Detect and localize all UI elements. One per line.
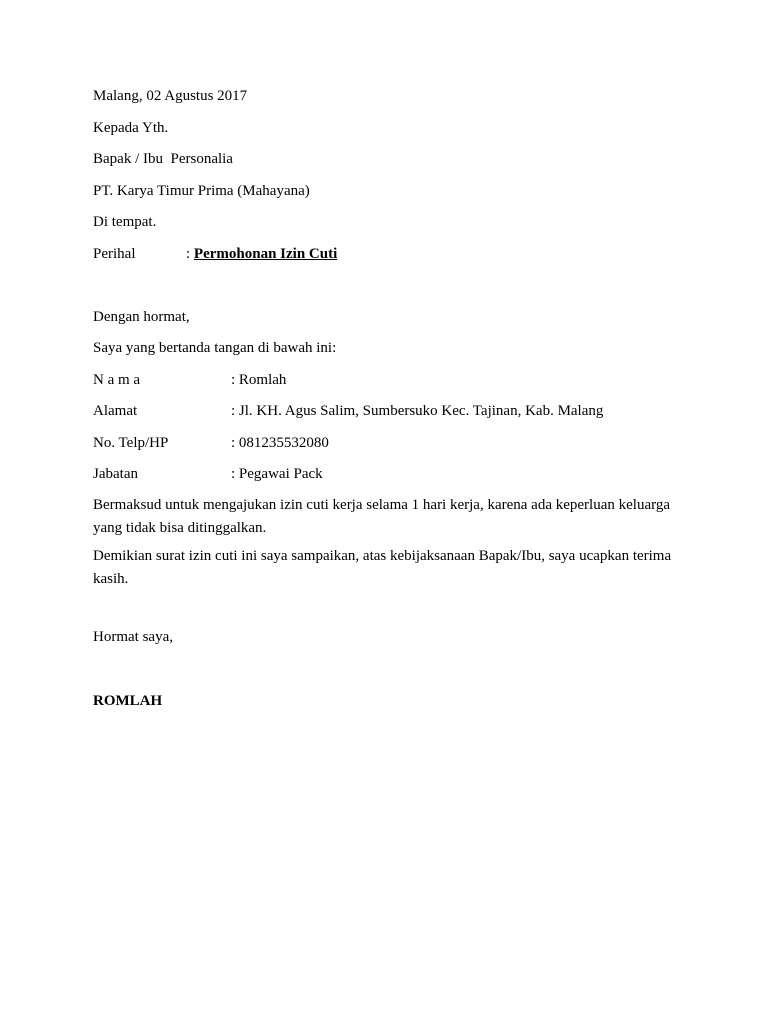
closing: Hormat saya, (93, 629, 173, 645)
recipient-company: PT. Karya Timur Prima (Mahayana) (93, 183, 310, 199)
signature-name: ROMLAH (93, 693, 163, 709)
intro-line: Saya yang bertanda tangan di bawah ini: (93, 340, 337, 356)
recipient-person: Bapak / Ibu Personalia (93, 151, 233, 167)
detail-value-name: : Romlah (231, 372, 287, 388)
subject-line (186, 245, 337, 263)
body-paragraph-1: Bermaksud untuk mengajukan izin cuti kerja selama 1 hari kerja, karena ada keperluan keluarga yang tidak bisa ditinggalkan. (93, 497, 670, 536)
place-date: Malang, 02 Agustus 2017 (93, 88, 248, 104)
subject-colon: : (186, 246, 194, 262)
recipient-location: Di tempat. (93, 214, 157, 230)
recipient-greeting: Kepada Yth. (93, 120, 169, 136)
subject-value: Permohonan Izin Cuti (193, 246, 338, 262)
detail-label-phone: No. Telp/HP (93, 435, 169, 451)
detail-label-position: Jabatan (93, 466, 138, 482)
detail-value-position: : Pegawai Pack (231, 466, 323, 482)
body-paragraph-2: Demikian surat izin cuti ini saya sampaikan, atas kebijaksanaan Bapak/Ibu, saya ucapkan terima kasih. (93, 548, 672, 587)
detail-value-address: : Jl. KH. Agus Salim, Sumbersuko Kec. Tajinan, Kab. Malang (231, 403, 604, 419)
subject-label: Perihal (93, 246, 136, 262)
detail-value-phone: : 081235532080 (231, 435, 329, 451)
detail-label-address: Alamat (93, 403, 138, 419)
detail-label-name: N a m a (93, 372, 141, 388)
salutation: Dengan hormat, (93, 309, 190, 325)
